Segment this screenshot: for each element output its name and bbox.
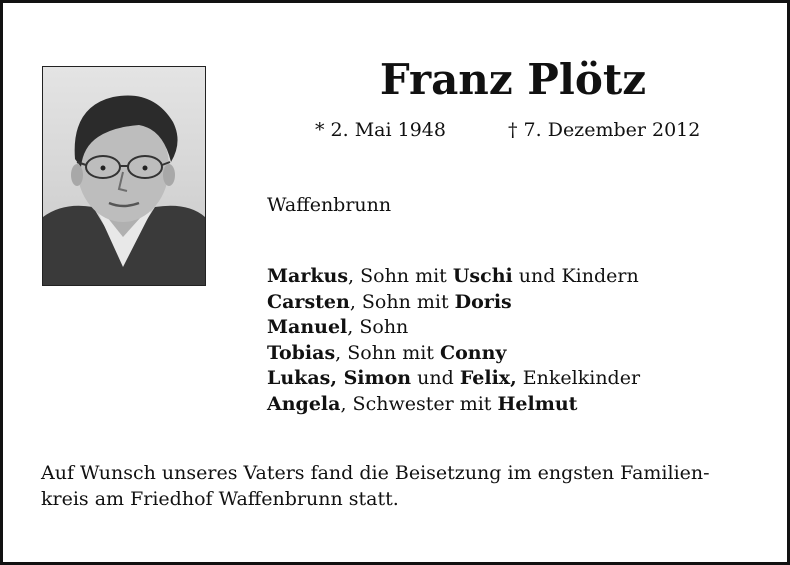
funeral-note-line: Auf Wunsch unseres Vaters fand die Beisetzung im engsten Familien- [41,462,710,484]
mourner-line [267,290,640,316]
mourner-relation: , Sohn [347,316,409,338]
portrait-photo [42,66,206,286]
mourner-name: Markus [267,265,349,287]
mourner-name: Manuel [267,316,348,338]
mourner-name: Carsten [267,290,350,313]
mourner-partner: Helmut [497,392,578,415]
mourner-name: Angela [267,392,341,415]
mourner-relation: , Schwester mit [340,392,498,415]
mourner-partner: Conny [439,341,507,364]
death-date: † 7. Dezember 2012 [508,119,701,141]
grandchildren-und: und [411,367,460,389]
mourner-suffix: und Kindern [512,265,639,287]
mourner-name: Tobias [267,341,336,364]
grandchildren-label: Enkelkinder [516,367,641,389]
funeral-note-line: kreis am Friedhof Waffenbrunn statt. [41,488,399,510]
mourner-partner: Doris [454,290,512,313]
grandchildren-names: Lukas, Simon [267,367,412,389]
grandchildren-line [267,366,640,392]
birth-date: * 2. Mai 1948 [315,119,446,141]
mourner-relation: , Sohn mit [349,290,455,313]
mourner-line [267,392,640,418]
mourner-line [267,341,640,367]
mourner-partner: Uschi [452,265,513,287]
mourner-relation: , Sohn mit [335,341,440,364]
mourner-relation: , Sohn mit [348,265,453,287]
mourner-line [267,315,640,341]
funeral-note [41,460,710,512]
mourner-line [267,264,640,290]
deceased-name: Franz Plötz [379,55,647,104]
grandchildren-last-name: Felix, [459,367,517,389]
mourners-list [267,264,640,417]
place-of-residence: Waffenbrunn [267,194,392,216]
